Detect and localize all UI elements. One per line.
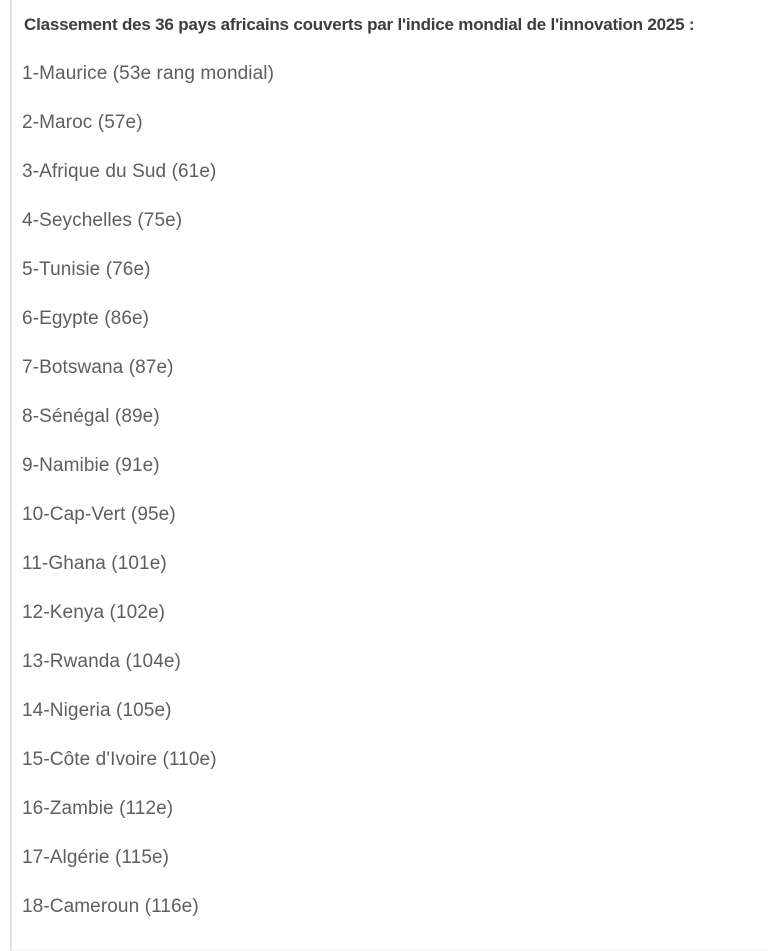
ranking-item: 7-Botswana (87e)	[22, 357, 174, 378]
ranking-item: 8-Sénégal (89e)	[22, 406, 160, 427]
ranking-item: 17-Algérie (115e)	[22, 847, 170, 868]
ranking-item: 12-Kenya (102e)	[22, 602, 166, 623]
ranking-item: 3-Afrique du Sud (61e)	[22, 161, 217, 182]
ranking-item: 13-Rwanda (104e)	[22, 651, 181, 672]
ranking-item: 5-Tunisie (76e)	[22, 259, 151, 280]
article-body	[10, 0, 768, 951]
ranking-item: 9-Namibie (91e)	[22, 455, 160, 476]
ranking-item: 11-Ghana (101e)	[22, 553, 167, 574]
ranking-item: 18-Cameroun (116e)	[22, 896, 199, 917]
ranking-item: 1-Maurice (53e rang mondial)	[22, 63, 275, 84]
ranking-item: 4-Seychelles (75e)	[22, 210, 183, 231]
ranking-item: 15-Côte d'Ivoire (110e)	[22, 749, 217, 770]
ranking-item: 10-Cap-Vert (95e)	[22, 504, 176, 525]
ranking-list	[22, 64, 748, 917]
article-title: Classement des 36 pays africains couverts par l'indice mondial de l'innovation 2025 :	[24, 15, 695, 34]
ranking-item: 2-Maroc (57e)	[22, 112, 143, 133]
ranking-item: 6-Egypte (86e)	[22, 308, 150, 329]
ranking-item: 16-Zambie (112e)	[22, 798, 174, 819]
ranking-item: 14-Nigeria (105e)	[22, 700, 172, 721]
